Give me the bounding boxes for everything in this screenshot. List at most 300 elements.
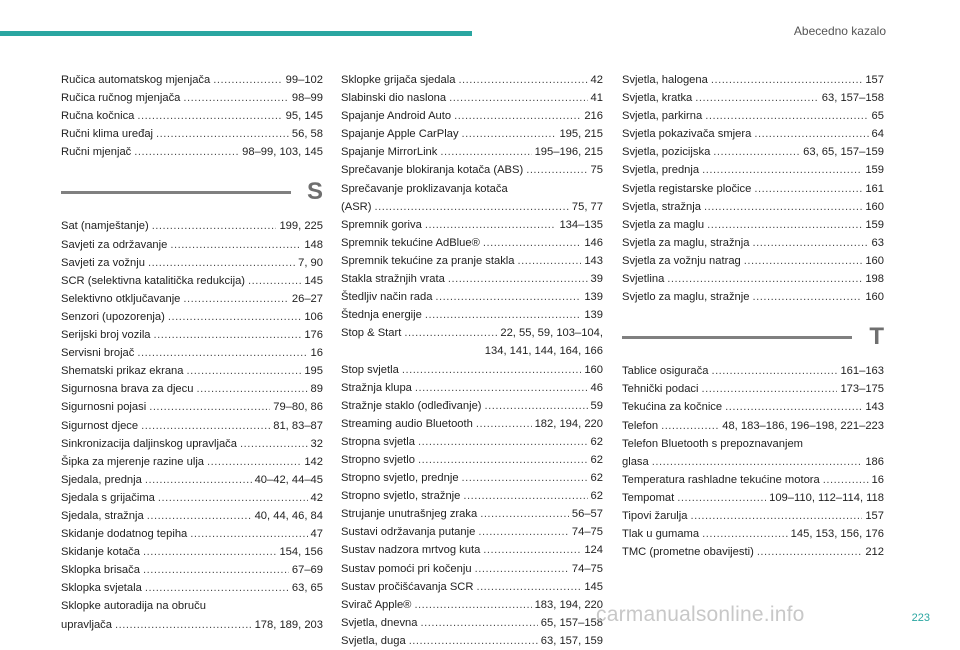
- index-pages: 145: [304, 274, 323, 287]
- index-pages: 145, 153, 156, 176: [790, 528, 884, 541]
- index-term: Skidanje dodatnog tepiha: [61, 528, 188, 541]
- index-pages: 59: [590, 399, 603, 412]
- index-entry: [61, 107, 323, 125]
- index-pages: 65: [871, 110, 884, 123]
- index-pages: 195, 215: [559, 128, 603, 141]
- index-entry: [61, 308, 323, 326]
- index-term: Tekućina za kočnice: [622, 401, 723, 414]
- page-number: 223: [911, 612, 930, 624]
- dot-leader: [713, 143, 800, 161]
- dot-leader: [707, 216, 862, 234]
- index-term: Sjedala, prednja: [61, 473, 142, 486]
- index-term: Sustavi održavanja putanje: [341, 526, 476, 539]
- index-term: Senzori (upozorenja): [61, 310, 165, 323]
- section-rule: [622, 336, 852, 339]
- index-entry: [61, 398, 323, 416]
- index-entry: [341, 379, 603, 397]
- index-pages: 199, 225: [279, 220, 323, 233]
- index-entry: [341, 306, 603, 324]
- dot-leader: [754, 125, 868, 143]
- index-entry: [61, 453, 323, 471]
- index-term: Sprečavanje blokiranja kotača (ABS): [341, 164, 524, 177]
- index-term: Temperatura rashladne tekućine motora: [622, 473, 820, 486]
- dot-leader: [702, 380, 838, 398]
- dot-leader: [462, 469, 588, 487]
- index-entry: [341, 433, 603, 451]
- dot-leader: [248, 272, 301, 290]
- dot-leader: [115, 616, 252, 634]
- dot-leader: [448, 270, 588, 288]
- index-term: Svjetla, halogena: [622, 74, 708, 86]
- dot-leader: [725, 398, 862, 416]
- index-pages: 142: [304, 455, 323, 468]
- index-entry: [341, 451, 603, 469]
- index-term: Svjetla za maglu, stražnja: [622, 236, 750, 249]
- dot-leader: [409, 632, 538, 650]
- index-pages: 157: [865, 74, 884, 86]
- index-term: Sigurnosni pojasi: [61, 401, 147, 414]
- index-entry: [61, 272, 323, 290]
- index-pages: 95, 145: [285, 110, 323, 123]
- dot-leader: [190, 525, 307, 543]
- index-column-2: [341, 71, 603, 650]
- index-entry: [622, 161, 884, 179]
- index-term: upravljača: [61, 618, 112, 631]
- index-entry: [622, 71, 884, 89]
- dot-leader: [483, 234, 581, 252]
- index-term: Ručna kočnica: [61, 110, 135, 123]
- index-entry: [622, 417, 884, 435]
- index-entry: [61, 217, 323, 235]
- index-entry-text: Sprečavanje proklizavanja kotača: [341, 182, 508, 195]
- index-term: Šipka za mjerenje razine ulja: [61, 455, 205, 468]
- dot-leader: [518, 252, 582, 270]
- index-term: Stropno svjetlo: [341, 453, 416, 466]
- dot-leader: [425, 216, 557, 234]
- index-term: Svjetla pokazivača smjera: [622, 128, 752, 141]
- dot-leader: [449, 89, 587, 107]
- index-term: Svjetla, pozicijska: [622, 146, 711, 159]
- dot-leader: [475, 560, 569, 578]
- index-term: Stropno svjetlo, stražnje: [341, 490, 461, 503]
- index-entry: [341, 89, 603, 107]
- index-entry: [341, 216, 603, 234]
- dot-leader: [667, 270, 862, 288]
- index-term: Svjetla, duga: [341, 634, 406, 647]
- index-pages: 16: [871, 473, 884, 486]
- index-entry: [61, 254, 323, 272]
- index-pages: 106: [304, 310, 323, 323]
- dot-leader: [240, 435, 308, 453]
- index-pages: 183, 194, 220: [534, 598, 603, 611]
- index-pages: 146: [584, 236, 603, 249]
- dot-leader: [168, 308, 301, 326]
- index-pages: 139: [584, 309, 603, 322]
- index-term: Svjetla, stražnja: [622, 200, 701, 213]
- index-entry: [622, 180, 884, 198]
- index-pages: 62: [590, 490, 603, 503]
- index-pages: 99–102: [285, 74, 323, 86]
- index-entry: [341, 198, 603, 216]
- section-rule: [61, 191, 291, 194]
- index-term: Tempomat: [622, 491, 675, 504]
- dot-leader: [196, 380, 307, 398]
- index-pages: 143: [584, 254, 603, 267]
- index-term: Spremnik goriva: [341, 218, 422, 231]
- index-term: Serijski broj vozila: [61, 329, 151, 342]
- index-pages: 40–42, 44–45: [254, 473, 323, 486]
- index-term: Spajanje Android Auto: [341, 110, 452, 123]
- index-entry: [622, 543, 884, 561]
- index-entry: [622, 507, 884, 525]
- index-term: Savjeti za vožnju: [61, 256, 145, 269]
- dot-leader: [149, 398, 270, 416]
- index-pages: 198: [865, 273, 884, 286]
- index-entry: [341, 107, 603, 125]
- index-entry: [622, 453, 884, 471]
- index-pages: 63, 65: [291, 582, 323, 595]
- index-pages: 160: [865, 254, 884, 267]
- dot-leader: [754, 180, 862, 198]
- index-pages: 63, 157, 159: [540, 634, 603, 647]
- index-entry: [622, 143, 884, 161]
- index-pages: 159: [865, 218, 884, 231]
- index-entry: [622, 362, 884, 380]
- index-entry: [61, 579, 323, 597]
- index-pages: 173–175: [840, 383, 884, 396]
- dot-leader: [704, 198, 862, 216]
- dot-leader: [661, 417, 719, 435]
- index-entry: [341, 143, 603, 161]
- index-entry: [61, 435, 323, 453]
- index-pages: 134–135: [559, 218, 603, 231]
- index-entry: [61, 380, 323, 398]
- dot-leader: [134, 143, 239, 161]
- index-entry: [341, 632, 603, 650]
- index-term: (ASR): [341, 200, 372, 213]
- index-pages: 74–75: [571, 526, 603, 539]
- index-pages: 195–196, 215: [534, 146, 603, 159]
- index-term: Spremnik tekućine za pranje stakla: [341, 254, 515, 267]
- index-pages: 212: [865, 546, 884, 559]
- index-entry: [61, 290, 323, 308]
- index-term: Shematski prikaz ekrana: [61, 365, 184, 378]
- section-letter: T: [869, 323, 884, 351]
- dot-leader: [705, 107, 868, 125]
- page-header-title: Abecedno kazalo: [793, 24, 886, 38]
- dot-leader: [147, 507, 252, 525]
- index-entry: [341, 270, 603, 288]
- index-pages: 89: [310, 383, 323, 396]
- dot-leader: [691, 507, 863, 525]
- index-term: Spremnik tekućine AdBlue®: [341, 236, 480, 249]
- index-entry: [341, 161, 603, 179]
- dot-leader: [458, 71, 587, 89]
- index-pages: 143: [865, 401, 884, 414]
- index-pages: 41: [590, 92, 603, 105]
- dot-leader: [143, 561, 289, 579]
- index-term: Svjetla za maglu: [622, 218, 705, 231]
- index-entry: [341, 505, 603, 523]
- index-term: Ručica automatskog mjenjača: [61, 74, 211, 86]
- index-entry: [341, 397, 603, 415]
- index-entry: [61, 543, 323, 561]
- dot-leader: [137, 107, 282, 125]
- index-entry: [61, 489, 323, 507]
- index-pages: 63, 65, 157–159: [803, 146, 884, 159]
- index-pages: 39: [590, 273, 603, 286]
- dot-leader: [480, 505, 569, 523]
- index-term: Tipovi žarulja: [622, 509, 688, 522]
- dot-leader: [677, 489, 766, 507]
- index-pages: 157: [865, 509, 884, 522]
- index-term: Ručni klima uređaj: [61, 128, 154, 141]
- index-pages: 160: [584, 363, 603, 376]
- dot-leader: [454, 107, 581, 125]
- index-entry: [341, 324, 603, 342]
- index-entry: [341, 288, 603, 306]
- index-entry-text: Sklopke autoradija na obruču: [61, 600, 206, 613]
- index-pages: 98–99, 103, 145: [242, 146, 323, 159]
- index-entry: [622, 288, 884, 306]
- index-term: Tehnički podaci: [622, 383, 699, 396]
- index-pages: 154, 156: [279, 546, 323, 559]
- dot-leader: [183, 290, 288, 308]
- index-pages: 22, 55, 59, 103–104,: [500, 327, 603, 340]
- index-entry: [61, 125, 323, 143]
- index-pages: 176: [304, 329, 323, 342]
- index-entry: [61, 616, 323, 634]
- dot-leader: [823, 471, 869, 489]
- index-pages: 109–110, 112–114, 118: [769, 491, 884, 504]
- index-pages: 182, 194, 220: [534, 417, 603, 430]
- index-term: Strujanje unutrašnjeg zraka: [341, 508, 478, 521]
- index-term: Sjedala s grijačima: [61, 491, 155, 504]
- index-term: SCR (selektivna katalitička redukcija): [61, 274, 246, 287]
- dot-leader: [476, 415, 532, 433]
- index-entry: [341, 596, 603, 614]
- index-entry: [341, 415, 603, 433]
- dot-leader: [154, 326, 302, 344]
- index-entry: [341, 125, 603, 143]
- index-pages: 160: [865, 291, 884, 304]
- index-pages: 79–80, 86: [273, 401, 323, 414]
- index-entry: [622, 471, 884, 489]
- dot-leader: [158, 489, 308, 507]
- index-entry: [61, 71, 323, 89]
- index-term: Sklopka brisača: [61, 564, 140, 577]
- index-term: Stražnja klupa: [341, 381, 412, 394]
- index-pages: 74–75: [571, 562, 603, 575]
- index-entry: [341, 541, 603, 559]
- index-pages: 67–69: [291, 564, 323, 577]
- index-entry-pages-continued: 134, 141, 144, 164, 166: [484, 345, 603, 358]
- dot-leader: [711, 71, 862, 89]
- index-pages: 56, 58: [291, 128, 323, 141]
- index-term: Sustav nadzora mrtvog kuta: [341, 544, 481, 557]
- index-entry: [622, 198, 884, 216]
- index-term: Svjetla registarske pločice: [622, 182, 752, 195]
- index-entry: [341, 614, 603, 632]
- index-pages: 98–99: [291, 92, 323, 105]
- dot-leader: [414, 596, 531, 614]
- index-pages: 195: [304, 365, 323, 378]
- index-pages: 46: [590, 381, 603, 394]
- index-term: Telefon: [622, 419, 659, 432]
- index-term: Svjetlo za maglu, stražnje: [622, 291, 750, 304]
- index-term: Tablice osigurača: [622, 365, 709, 378]
- index-pages: 216: [584, 110, 603, 123]
- index-term: Sinkronizacija daljinskog upravljača: [61, 437, 237, 450]
- dot-leader: [702, 161, 862, 179]
- index-pages: 178, 189, 203: [254, 618, 323, 631]
- dot-leader: [425, 306, 581, 324]
- index-pages: 65, 157–158: [540, 616, 603, 629]
- dot-leader: [476, 578, 581, 596]
- index-pages: 62: [590, 453, 603, 466]
- index-term: Sklopka svjetala: [61, 582, 142, 595]
- dot-leader: [213, 71, 282, 89]
- index-entry: [341, 361, 603, 379]
- dot-leader: [757, 543, 863, 561]
- dot-leader: [478, 523, 569, 541]
- index-pages: 81, 83–87: [273, 419, 323, 432]
- watermark: carmanualsonline.info: [596, 603, 805, 626]
- dot-leader: [145, 471, 252, 489]
- index-entry: [61, 326, 323, 344]
- dot-leader: [752, 234, 868, 252]
- dot-leader: [415, 379, 588, 397]
- index-term: Svjetla, prednja: [622, 164, 700, 177]
- index-pages: 186: [865, 455, 884, 468]
- index-term: Servisni brojač: [61, 347, 135, 360]
- dot-leader: [435, 288, 581, 306]
- index-entry: [622, 107, 884, 125]
- index-entry: [61, 417, 323, 435]
- dot-leader: [463, 487, 587, 505]
- index-entry: [622, 489, 884, 507]
- index-pages: 7, 90: [298, 256, 323, 269]
- dot-leader: [702, 525, 788, 543]
- index-term: Svjetla, kratka: [622, 92, 693, 105]
- index-pages: 48, 183–186, 196–198, 221–223: [722, 419, 884, 432]
- dot-leader: [148, 254, 295, 272]
- index-entry: [341, 560, 603, 578]
- index-entry: [622, 380, 884, 398]
- index-entry: [61, 89, 323, 107]
- index-term: Stražnje staklo (odleđivanje): [341, 399, 482, 412]
- index-term: Ručni mjenjač: [61, 146, 132, 159]
- index-pages: 148: [304, 238, 323, 251]
- index-pages: 161: [865, 182, 884, 195]
- index-term: glasa: [622, 455, 649, 468]
- index-pages: 139: [584, 291, 603, 304]
- index-entry: [622, 125, 884, 143]
- dot-leader: [170, 236, 301, 254]
- index-entry: [622, 270, 884, 288]
- index-entry: [622, 234, 884, 252]
- dot-leader: [137, 344, 307, 362]
- dot-leader: [652, 453, 863, 471]
- dot-leader: [440, 143, 531, 161]
- index-entry: [61, 507, 323, 525]
- dot-leader: [404, 324, 497, 342]
- dot-leader: [141, 417, 270, 435]
- index-entry: [622, 216, 884, 234]
- index-term: TMC (prometne obavijesti): [622, 546, 754, 559]
- index-entry: [61, 561, 323, 579]
- index-pages: 159: [865, 164, 884, 177]
- index-pages: 40, 44, 46, 84: [254, 509, 323, 522]
- index-pages: 56–57: [571, 508, 603, 521]
- index-term: Slabinski dio naslona: [341, 92, 447, 105]
- dot-leader: [695, 89, 819, 107]
- index-entry: [341, 71, 603, 89]
- dot-leader: [752, 288, 862, 306]
- dot-leader: [143, 543, 276, 561]
- dot-leader: [483, 541, 581, 559]
- index-pages: 64: [871, 128, 884, 141]
- section-heading: [622, 318, 884, 356]
- index-entry: [61, 236, 323, 254]
- dot-leader: [156, 125, 289, 143]
- dot-leader: [152, 217, 277, 235]
- index-term: Svjetla za vožnju natrag: [622, 254, 741, 267]
- index-term: Spajanje Apple CarPlay: [341, 128, 459, 141]
- index-pages: 124: [584, 544, 603, 557]
- dot-leader: [418, 451, 588, 469]
- dot-leader: [145, 579, 289, 597]
- index-term: Stop svjetla: [341, 363, 399, 376]
- index-term: Sat (namještanje): [61, 220, 149, 233]
- index-pages: 62: [590, 435, 603, 448]
- index-entry: [341, 469, 603, 487]
- dot-leader: [183, 89, 288, 107]
- dot-leader: [421, 614, 538, 632]
- index-column-3: [622, 71, 884, 561]
- index-entry: [341, 234, 603, 252]
- index-entry: [61, 362, 323, 380]
- index-term: Sustav pomoći pri kočenju: [341, 562, 472, 575]
- index-term: Svjetla, parkirna: [622, 110, 703, 123]
- index-term: Svjetlina: [622, 273, 665, 286]
- index-term: Sjedala, stražnja: [61, 509, 144, 522]
- index-pages: 63: [871, 236, 884, 249]
- index-entry: [622, 252, 884, 270]
- index-pages: 42: [310, 491, 323, 504]
- index-term: Streaming audio Bluetooth: [341, 417, 473, 430]
- index-entry: [622, 398, 884, 416]
- index-entry: [61, 344, 323, 362]
- index-entry: [61, 143, 323, 161]
- index-pages: 47: [310, 528, 323, 541]
- index-term: Stropna svjetla: [341, 435, 416, 448]
- dot-leader: [374, 198, 568, 216]
- section-heading: [61, 173, 323, 211]
- index-term: Stop & Start: [341, 327, 402, 340]
- index-entry: [61, 525, 323, 543]
- index-pages: 75, 77: [571, 200, 603, 213]
- dot-leader: [187, 362, 302, 380]
- index-pages: 75: [590, 164, 603, 177]
- dot-leader: [402, 361, 581, 379]
- index-term: Svjetla, dnevna: [341, 616, 418, 629]
- index-column-1: [61, 71, 323, 634]
- index-pages: 16: [310, 347, 323, 360]
- index-term: Spajanje MirrorLink: [341, 146, 438, 159]
- index-pages: 42: [590, 74, 603, 86]
- index-term: Stropno svjetlo, prednje: [341, 472, 459, 485]
